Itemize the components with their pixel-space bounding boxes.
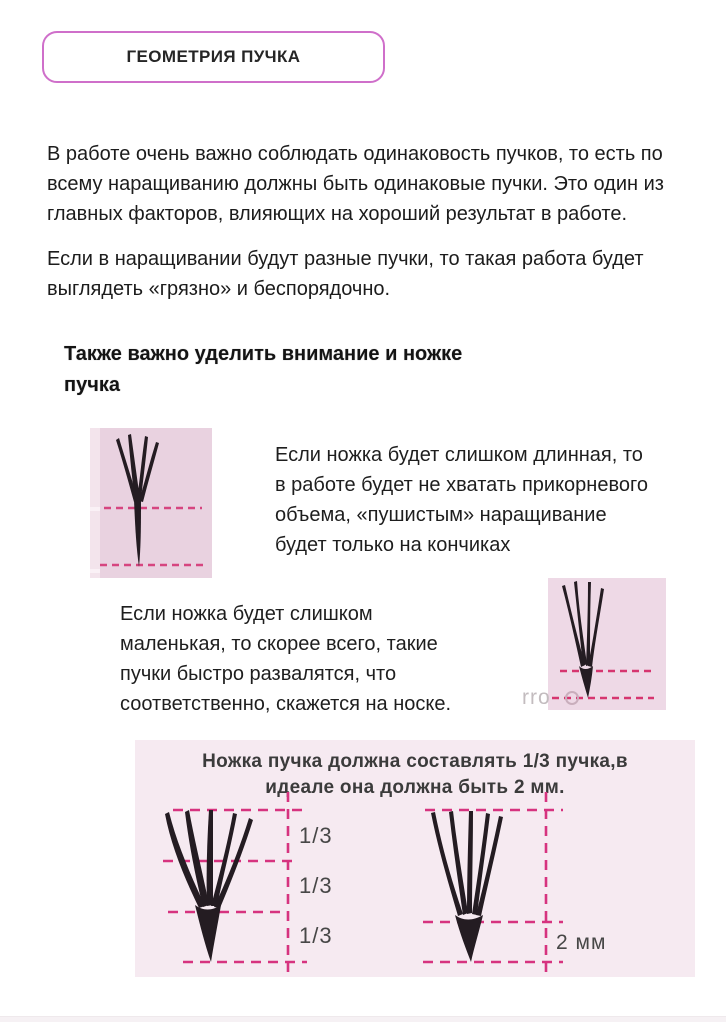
- intro-paragraph-1: В работе очень важно соблюдать одинаковость пучков, то есть по всему наращиванию должны быть одинаковые пучки. Это один из главных факторов, влияющих на хороший результат в работе.: [47, 143, 664, 225]
- lash-fan-2mm-icon: [431, 811, 503, 962]
- section-subtitle: Также важно уделить внимание и ножке пучка: [64, 343, 463, 396]
- bottom-divider: [0, 1016, 726, 1022]
- panel-title-line1: Ножка пучка должна составлять 1/3 пучка,в: [202, 751, 628, 772]
- lash-fan-short-stem-icon: [548, 578, 666, 710]
- panel-title-line2: идеале она должна быть 2 мм.: [265, 777, 565, 798]
- lash-fan-long-stem-icon: [90, 428, 212, 578]
- short-stem-text: Если ножка будет слишком маленькая, то скорее всего, такие пучки быстро развалятся, что соответственно, скажется на носке.: [120, 603, 452, 715]
- fraction-label-middle: 1/3: [299, 873, 333, 898]
- stem-rule-panel: [135, 740, 695, 977]
- fraction-label-top: 1/3: [299, 823, 333, 848]
- fraction-label-bottom: 1/3: [299, 923, 333, 948]
- measure-label-2mm: 2 мм: [556, 931, 607, 954]
- lash-fan-short-stem-image: [548, 578, 666, 710]
- thirds-and-2mm-diagram: [135, 740, 695, 977]
- long-stem-text: Если ножка будет слишком длинная, то в работе будет не хватать прикорневого объема, «пушистым» наращивание будет только на кончиках: [275, 444, 648, 556]
- page-title-box: [42, 31, 385, 83]
- watermark-text: rro: [522, 686, 551, 709]
- lash-fan-long-stem-image: [90, 428, 212, 578]
- intro-paragraph-2: Если в наращивании будут разные пучки, то такая работа будет выглядеть «грязно» и беспорядочно.: [47, 248, 644, 300]
- lash-fan-thirds-icon: [165, 810, 253, 962]
- page-title: ГЕОМЕТРИЯ ПУЧКА: [126, 47, 301, 66]
